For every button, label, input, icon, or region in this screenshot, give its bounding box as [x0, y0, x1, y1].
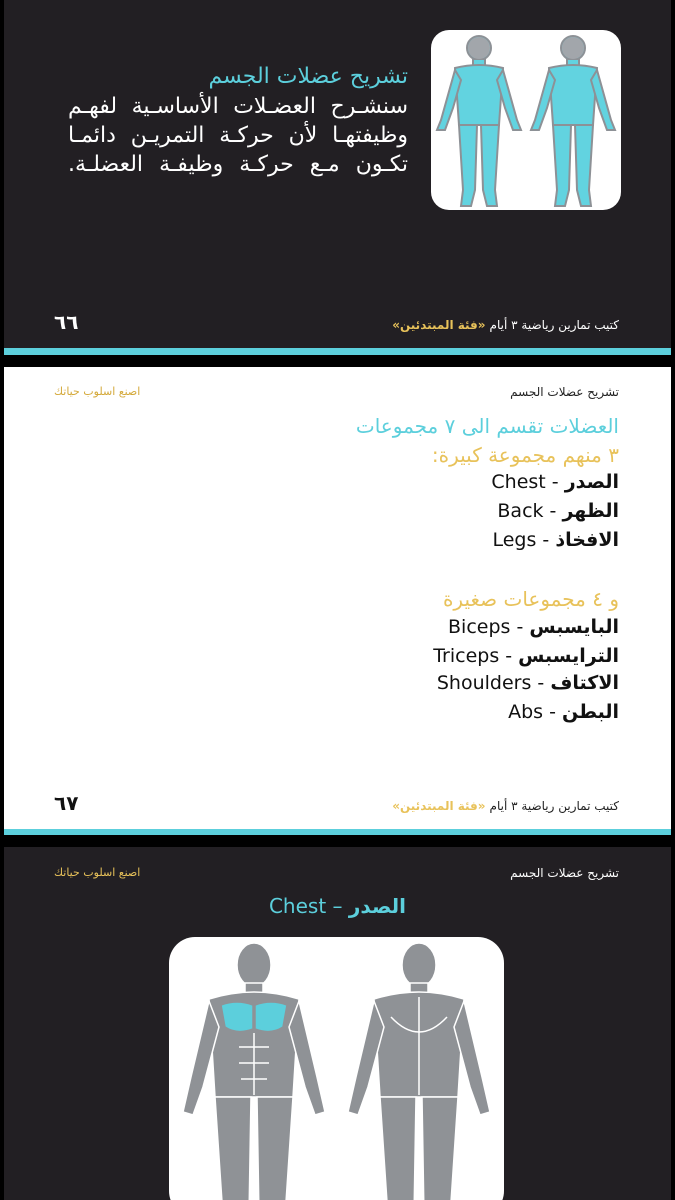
page-68	[4, 847, 671, 1200]
footer-text: كتيب تمارين رياضية ٣ أيام	[489, 799, 619, 813]
footer-highlight: «فئة المبتدئين»	[392, 318, 486, 332]
list-item: الصدر Chest -	[491, 471, 619, 493]
muscle-anatomy-icon	[431, 30, 621, 210]
chest-muscle-icon	[169, 937, 504, 1200]
list-item: البطن Abs -	[508, 701, 619, 723]
small-groups-label: و ٤ مجموعات صغيرة	[442, 587, 619, 611]
list-item: الظهر Back -	[497, 500, 619, 522]
header-section-title: تشريح عضلات الجسم	[510, 866, 619, 880]
muscle-title	[4, 894, 671, 918]
muscle-title-en: Chest –	[268, 894, 343, 918]
divider	[4, 348, 671, 355]
page-66	[4, 0, 671, 348]
intro-paragraph	[68, 92, 408, 179]
muscle-title-ar: الصدر	[348, 894, 407, 918]
intro-line: سنشـرح العضـلات الأساسـية لفهـم	[68, 94, 408, 119]
list-item: البايسبس Biceps -	[448, 616, 619, 638]
footer	[392, 799, 619, 813]
muscle-anatomy-image	[431, 30, 621, 210]
header-slogan: اصنع اسلوب حياتك	[54, 866, 141, 879]
intro-line: وظيفتهـا لأن حركـة التمريـن دائمـا	[68, 123, 408, 148]
list-item: الاكتاف Shoulders -	[436, 672, 619, 694]
front-figure	[437, 36, 521, 206]
page-number: ٦٧	[54, 791, 79, 815]
footer-text: كتيب تمارين رياضية ٣ أيام	[489, 318, 619, 332]
divider	[4, 829, 671, 835]
footer	[392, 318, 619, 332]
list-item: الافخاذ Legs -	[492, 529, 619, 551]
page-title: تشريح عضلات الجسم	[208, 64, 408, 89]
intro-line: تكـون مـع حركـة وظيفـة العضلـة.	[68, 152, 408, 177]
groups-heading: العضلات تقسم الى ٧ مجموعات	[355, 414, 619, 438]
header-slogan: اصنع اسلوب حياتك	[54, 385, 141, 398]
back-figure	[531, 36, 615, 206]
chest-anatomy-image	[169, 937, 504, 1200]
list-item: الترايسبس Triceps -	[433, 645, 619, 667]
page-67	[4, 367, 671, 829]
footer-highlight: «فئة المبتدئين»	[392, 799, 486, 813]
big-groups-label: ٣ منهم مجموعة كبيرة:	[431, 443, 619, 467]
page-number: ٦٦	[54, 310, 79, 334]
header-section-title: تشريح عضلات الجسم	[510, 385, 619, 399]
